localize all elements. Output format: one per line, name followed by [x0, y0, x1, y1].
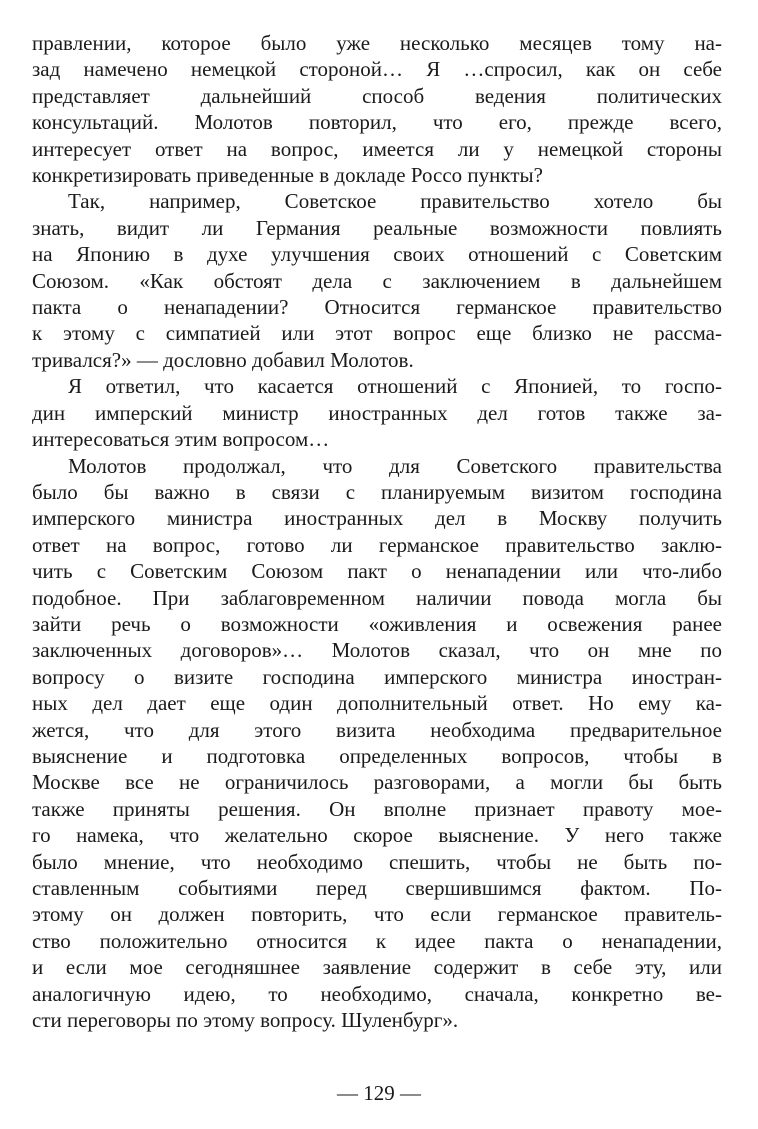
text-line: правлении, которое было уже несколько месяцев тому на- [32, 31, 722, 55]
text-line: Москве все не ограничилось разговорами, а могли бы быть [32, 770, 722, 795]
text-line: и если мое сегодняшнее заявление содержит в себе эту, или [32, 955, 722, 980]
text-line: выяснение и подготовка определенных вопросов, чтобы в [32, 743, 722, 768]
page-number: — 129 — [337, 1081, 421, 1105]
text-line: сти переговоры по этому вопросу. Шуленбург». [32, 1008, 459, 1033]
text-line: ных дел дает еще один дополнительный ответ. Но ему ка- [32, 691, 722, 716]
text-line: зад намечено немецкой стороной… Я …спросил, как он себе [32, 57, 722, 82]
text-line: вопросу о визите господина имперского министра иностран- [32, 664, 722, 689]
text-line: Так, например, Советское правительство хотело бы [68, 189, 722, 214]
text-line: ство положительно относится к идее пакта о ненападении, [32, 928, 722, 953]
body-text [32, 30, 722, 1033]
text-line: на Японию в духе улучшения своих отношений с Советским [32, 242, 722, 267]
paragraph-1 [32, 30, 722, 188]
text-line: имперского министра иностранных дел в Москву получить [32, 506, 722, 531]
text-line: тривался?» — дословно добавил Молотов. [32, 347, 414, 372]
text-line: ставленным событиями перед свершившимся фактом. По- [32, 876, 722, 900]
paragraph-3 [32, 373, 722, 452]
paragraph-4 [32, 453, 722, 1034]
text-line: зайти речь о возможности «оживления и освежения ранее [32, 611, 722, 636]
text-line: ответ на вопрос, готово ли германское правительство заклю- [32, 532, 722, 557]
text-line: этому он должен повторить, что если германское правитель- [32, 902, 722, 927]
text-line: Молотов продолжал, что для Советского правительства [68, 453, 722, 478]
text-line: было мнение, что необходимо спешить, чтобы не быть по- [32, 849, 722, 874]
text-line: пакта о ненападении? Относится германское правительство [32, 295, 722, 320]
text-line: представляет дальнейший способ ведения политических [32, 83, 722, 108]
text-line: знать, видит ли Германия реальные возможности повлиять [32, 215, 722, 240]
text-line: го намека, что желательно скорое выяснение. У него также [32, 823, 722, 848]
text-line: интересует ответ на вопрос, имеется ли у немецкой стороны [32, 136, 722, 161]
text-line: подобное. При заблаговременном наличии повода могла бы [32, 585, 722, 610]
text-line: заключенных договоров»… Молотов сказал, что он мне по [32, 638, 722, 663]
text-line: дин имперский министр иностранных дел готов также за- [32, 400, 722, 425]
text-line: также приняты решения. Он вполне признает правоту мое- [32, 796, 722, 821]
text-line: Союзом. «Как обстоят дела с заключением в дальнейшем [32, 268, 722, 293]
text-line: было бы важно в связи с планируемым визитом господина [32, 479, 722, 504]
paragraph-2 [32, 188, 722, 373]
text-line: чить с Советским Союзом пакт о ненападении или что-либо [32, 559, 722, 584]
text-line: конкретизировать приведенные в докладе Россо пункты? [32, 163, 543, 188]
text-line: консультаций. Молотов повторил, что его, прежде всего, [32, 110, 722, 135]
text-line: интересоваться этим вопросом… [32, 427, 330, 452]
text-line: жется, что для этого визита необходима предварительное [32, 717, 722, 742]
text-line: аналогичную идею, то необходимо, сначала, конкретно ве- [32, 981, 722, 1006]
text-line: Я ответил, что касается отношений с Японией, то госпо- [68, 374, 722, 399]
text-line: к этому с симпатией или этот вопрос еще близко не рассма- [32, 321, 722, 346]
